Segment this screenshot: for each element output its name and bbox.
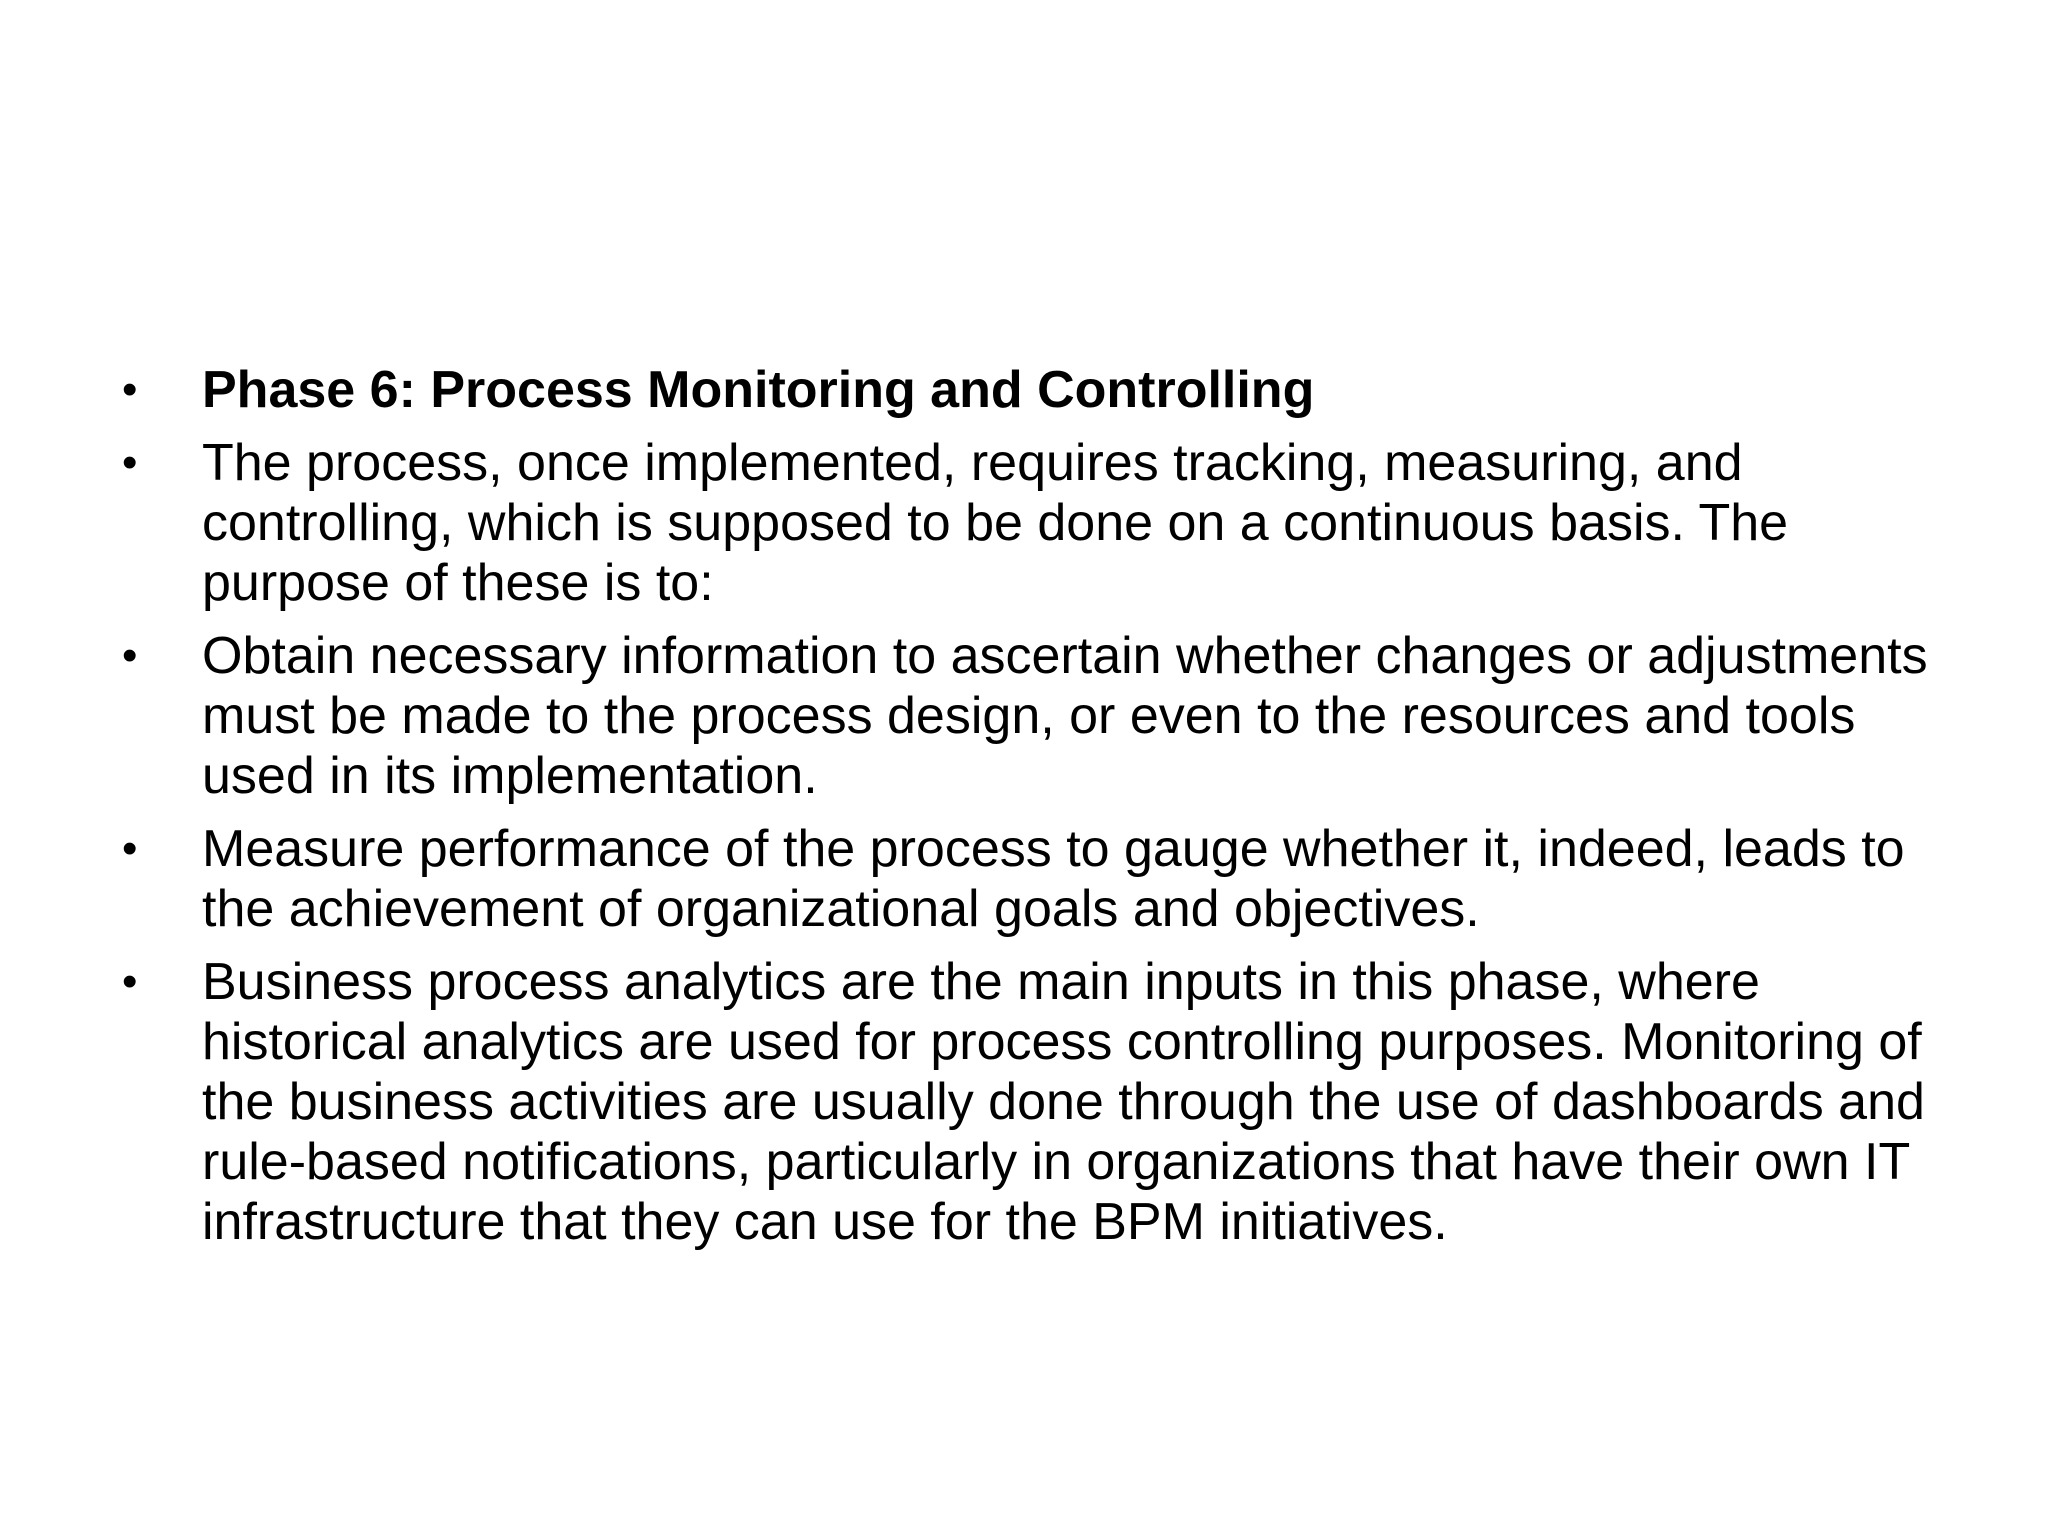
bullet-text-business-analytics: Business process analytics are the main inputs in this phase, where historical analytics are used for process controlling purposes. Monitoring of the business activities are usually done through the use of dashboards and rule-based notifications, particularly in organizations that have their own IT infrastructure that they can use for the BPM initiatives. <box>202 953 1925 1251</box>
bullet-list <box>122 360 1952 1265</box>
bullet-marker: • <box>122 957 138 1006</box>
bullet-text-phase-title: Phase 6: Process Monitoring and Controlling <box>202 361 1315 419</box>
bullet-marker: • <box>122 365 138 414</box>
bullet-text-measure-performance: Measure performance of the process to gauge whether it, indeed, leads to the achievement of organizational goals and objectives. <box>202 820 1905 938</box>
bullet-marker: • <box>122 438 138 487</box>
bullet-text-obtain-information: Obtain necessary information to ascertain whether changes or adjustments must be made to the process design, or even to the resources and tools used in its implementation. <box>202 627 1928 805</box>
bullet-item-business-analytics <box>122 952 1952 1252</box>
bullet-text-process-tracking: The process, once implemented, requires tracking, measuring, and controlling, which is supposed to be done on a continuous basis. The purpose of these is to: <box>202 434 1789 612</box>
bullet-marker: • <box>122 824 138 873</box>
bullet-item-obtain-information <box>122 626 1952 806</box>
bullet-marker: • <box>122 631 138 680</box>
bullet-item-measure-performance <box>122 819 1952 939</box>
bullet-item-process-tracking <box>122 433 1952 613</box>
bullet-item-phase-title <box>122 360 1952 420</box>
